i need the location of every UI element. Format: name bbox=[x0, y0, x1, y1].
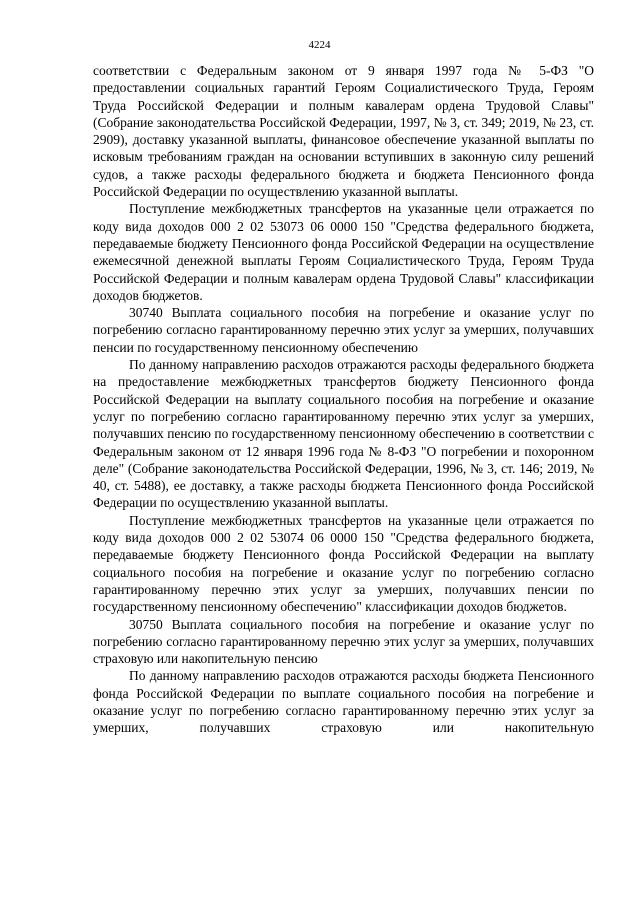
section-heading-30740: 30740 Выплата социального пособия на погребение и оказание услуг по погребению согласно гарантированному перечню этих услуг за умерших, получавших пенсии по государственному пенсионному обеспечению bbox=[93, 305, 594, 355]
paragraph-transfer-code-53073: Поступление межбюджетных трансфертов на указанные цели отражается по коду вида доходов 000 2 02 53073 06 0000 150 "Средства федерального бюджета, передаваемые бюджету Пенсионного фонда Российской Федерации на осуществление ежемесячной денежной выплаты Героям Социалистического Труда, Героям Труда Российской Федерации и полным кавалерам ордена Трудовой Славы" классификации доходов бюджетов. bbox=[93, 201, 594, 303]
section-heading-30750: 30750 Выплата социального пособия на погребение и оказание услуг по погребению согласно гарантированному перечню этих услуг за умерших, получавших страховую или накопительную пенсию bbox=[93, 616, 594, 667]
page-number: 4224 bbox=[308, 39, 331, 51]
paragraph-30740-description: По данному направлению расходов отражаются расходы федерального бюджета на предоставление межбюджетных трансфертов бюджету Пенсионного фонда Российской Федерации на выплату социального пособия на погребение и оказание услуг по погребению согласно гарантированному перечню этих услуг за умерших, получавших пенсию по государственному пенсионному обеспечению в соответствии с Федеральным законом от 12 января 1996 года № 8-ФЗ "О погребении и похоронном деле" (Собрание законодательства Российской Федерации, 1996, № 3, ст. 146; 2019, № 40, ст. 5488), ее доставку, а также расходы бюджета Пенсионного фонда Российской Федерации по осуществлению указанной выплаты. bbox=[93, 357, 594, 511]
paragraph-continuation: соответствии с Федеральным законом от 9 января 1997 года № 5-ФЗ "О предоставлении социальных гарантий Героям Социалистического Труда, Героям Труда Российской Федерации и полным кавалерам ордена Трудовой Славы" (Собрание законодательства Российской Федерации, 1997, № 3, ст. 349; 2019, № 23, ст. 2909), доставку указанной выплаты, финансовое обеспечение указанной выплаты по исковым требованиям граждан на основании вступивших в законную силу решений судов, а также расходы федерального бюджета и бюджета Пенсионного фонда Российской Федерации по осуществлению указанной выплаты. bbox=[93, 63, 594, 200]
document-body bbox=[93, 62, 594, 737]
paragraph-transfer-code-53074: Поступление межбюджетных трансфертов на указанные цели отражается по коду вида доходов 000 2 02 53074 06 0000 150 "Средства федерального бюджета, передаваемые бюджету Пенсионного фонда Российской Федерации на выплату социального пособия на погребение и оказание услуг по погребению согласно гарантированному перечню этих услуг за умерших, получавших пенсии по государственному пенсионному обеспечению" классификации доходов бюджетов. bbox=[93, 512, 594, 615]
paragraph-30750-description: По данному направлению расходов отражаются расходы бюджета Пенсионного фонда Российской Федерации по выплате социального пособия на погребение и оказание услуг по погребению согласно гарантированному перечню этих услуг за умерших, получавших страховую или накопительную bbox=[93, 668, 594, 736]
